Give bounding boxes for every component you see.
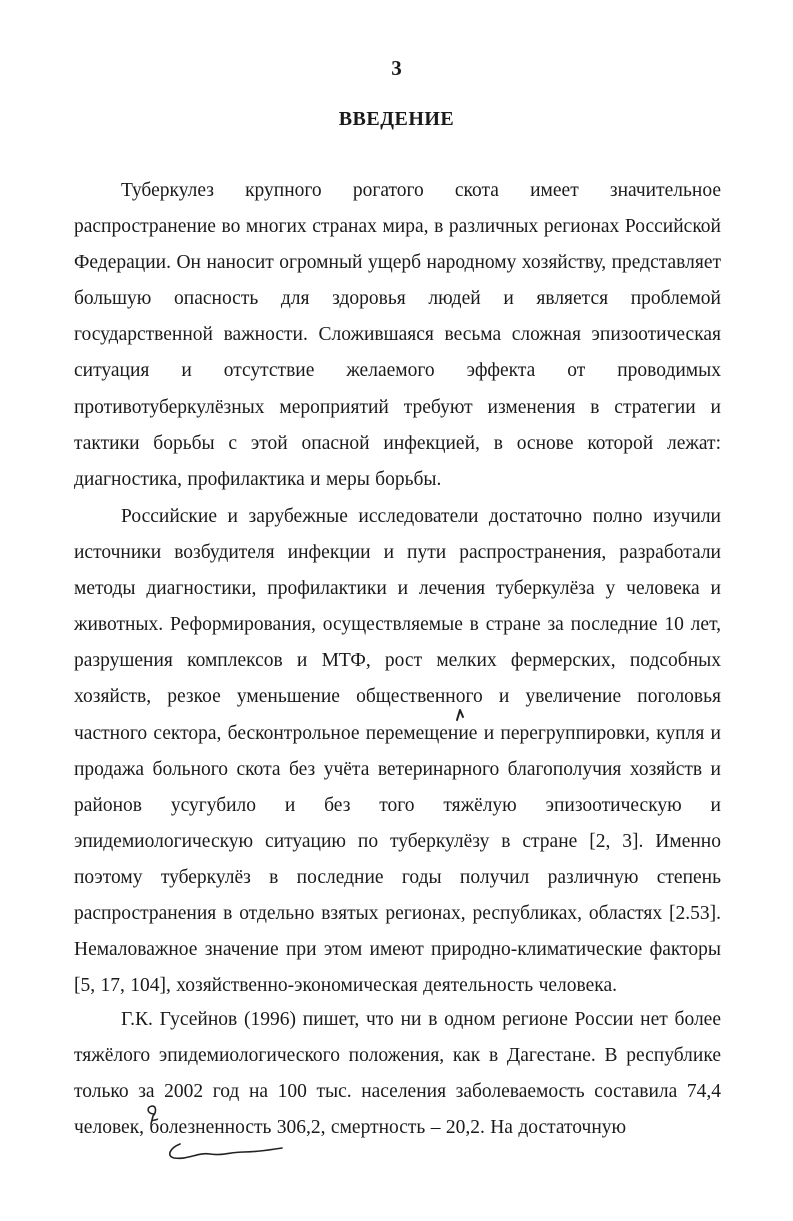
paragraph-2-block bbox=[74, 499, 721, 1004]
section-heading: ВВЕДЕНИЕ bbox=[338, 108, 455, 130]
paragraph: Г.К. Гусейнов (1996) пишет, что ни в одном регионе России нет более тяжёлого эпидемиологического положения, как в Дагестане. В республике только за 2002 год на 100 тыс. населения заболеваемость составила 74,4 человек, болезненность 306,2, смертность – 20,2. На достаточную bbox=[74, 1009, 721, 1139]
paragraph-3-block bbox=[74, 1002, 721, 1146]
paragraph: Российские и зарубежные исследователи достаточно полно изучили источники возбудителя инфекции и пути распространения, разработали методы диагностики, профилактики и лечения туберкулёза у человека и животных. Реформирования, осуществляемые в стране за последние 10 лет, разрушения комплексов и МТФ, рост мелких фермерских, подсобных хозяйств, резкое уменьшение общественного и увеличение поголовья частного сектора, бесконтрольное перемещение и перегруппировки, купля и продажа больного скота без учёта ветеринарного благополучия хозяйств и районов усугубило и без того тяжёлую эпизоотическую и эпидемиологическую ситуацию по туберкулёзу в стране [2, 3]. Именно поэтому туберкулёз в последние годы получил различную степень распространения в отдельно взятых регионах, республиках, областях [2.53]. Немаловажное значение при этом имеют природно-климатические факторы [5, 17, 104], хозяйственно-экономическая деятельность человека. bbox=[74, 506, 721, 997]
paragraph: Туберкулез крупного рогатого скота имеет значительное распространение во многих странах мира, в различных регионах Российской Федерации. Он наносит огромный ущерб народному хозяйству, представляет большую опасность для здоровья людей и является проблемой государственной важности. Сложившаяся весьма сложная эпизоотическая ситуация и отсутствие желаемого эффекта от проводимых противотуберкулёзных мероприятий требуют изменения в стратегии и тактики борьбы с этой опасной инфекцией, в основе которой лежат: диагностика, профилактика и меры борьбы. bbox=[74, 180, 721, 490]
page-number: 3 bbox=[391, 56, 402, 80]
paragraph-1-block bbox=[74, 173, 721, 498]
